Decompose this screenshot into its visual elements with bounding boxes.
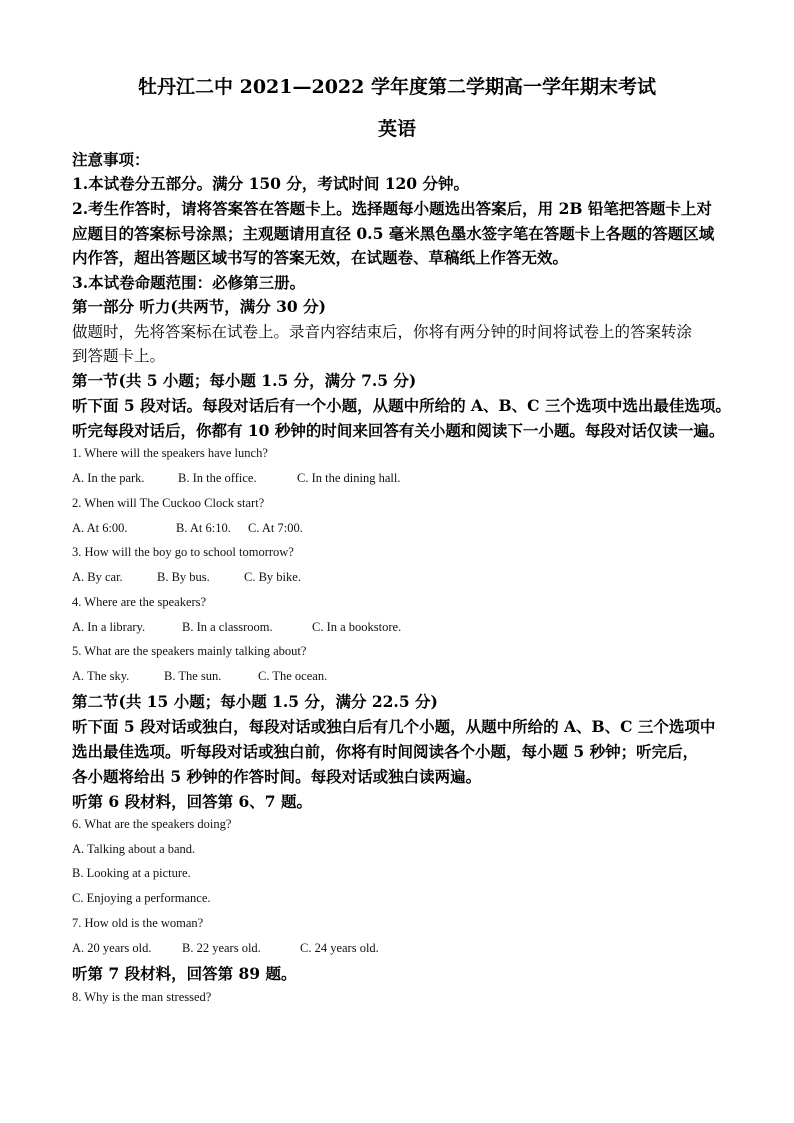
notes-heading: 注意事项： bbox=[72, 150, 150, 169]
question-6-option-a: A. Talking about a band. bbox=[72, 842, 196, 856]
question-7-options bbox=[72, 941, 379, 956]
option-b: B. 22 years old. bbox=[182, 941, 261, 955]
question-1: 1. Where will the speakers have lunch? bbox=[72, 446, 268, 460]
question-5-options bbox=[72, 669, 327, 684]
note-item-1: 1.本试卷分五部分。满分 150 分，考试时间 120 分钟。 bbox=[72, 174, 469, 193]
question-4: 4. Where are the speakers? bbox=[72, 595, 207, 609]
section2-instruction-line-1: 听下面 5 段对话或独白，每段对话或独白后有几个小题，从题中所给的 A、B、C 三个选项中 bbox=[72, 717, 716, 736]
option-c: C. In a bookstore. bbox=[312, 620, 402, 634]
option-a: A. By car. bbox=[72, 570, 123, 584]
option-b: B. In the office. bbox=[178, 471, 257, 485]
part1-heading: 第一部分 听力(共两节，满分 30 分) bbox=[72, 297, 326, 316]
section1-heading: 第一节(共 5 小题；每小题 1.5 分，满分 7.5 分) bbox=[72, 371, 417, 390]
option-b: B. By bus. bbox=[157, 570, 210, 584]
option-a: A. At 6:00. bbox=[72, 521, 128, 535]
option-a: A. In a library. bbox=[72, 620, 146, 634]
option-c: C. In the dining hall. bbox=[297, 471, 401, 485]
option-b: B. The sun. bbox=[164, 669, 222, 683]
question-6-option-b: B. Looking at a picture. bbox=[72, 866, 191, 880]
option-a: A. In the park. bbox=[72, 471, 145, 485]
section1-instruction-line-1: 听下面 5 段对话。每段对话后有一个小题，从题中所给的 A、B、C 三个选项中选出最佳选项。 bbox=[72, 396, 731, 415]
question-6-option-c: C. Enjoying a performance. bbox=[72, 891, 211, 905]
note-item-2-line-3: 内作答，超出答题区域书写的答案无效，在试题卷、草稿纸上作答无效。 bbox=[72, 248, 569, 267]
option-c: C. At 7:00. bbox=[248, 521, 303, 535]
option-c: C. By bike. bbox=[244, 570, 301, 584]
option-a: A. The sky. bbox=[72, 669, 130, 683]
section1-instruction-line-2: 听完每段对话后，你都有 10 秒钟的时间来回答有关小题和阅读下一小题。每段对话仅读一遍。 bbox=[72, 421, 725, 440]
material-7-heading: 听第 7 段材料，回答第 89 题。 bbox=[72, 964, 297, 983]
question-3-options bbox=[72, 570, 301, 585]
question-2: 2. When will The Cuckoo Clock start? bbox=[72, 496, 265, 510]
section2-instruction-line-2: 选出最佳选项。听每段对话或独白前，你将有时间阅读各个小题，每小题 5 秒钟；听完后， bbox=[72, 742, 699, 761]
question-6: 6. What are the speakers doing? bbox=[72, 817, 232, 831]
question-7: 7. How old is the woman? bbox=[72, 916, 204, 930]
question-1-options bbox=[72, 471, 400, 486]
section2-heading: 第二节(共 15 小题；每小题 1.5 分，满分 22.5 分) bbox=[72, 692, 438, 711]
option-b: B. At 6:10. bbox=[176, 521, 231, 535]
question-5: 5. What are the speakers mainly talking about? bbox=[72, 644, 307, 658]
option-a: A. 20 years old. bbox=[72, 941, 152, 955]
part1-intro-line-1: 做题时，先将答案标在试卷上。录音内容结束后，你将有两分钟的时间将试卷上的答案转涂 bbox=[72, 323, 693, 341]
exam-title: 牡丹江二中 2021—2022 学年度第二学期高一学年期末考试 bbox=[138, 76, 656, 98]
question-2-options bbox=[72, 521, 303, 536]
note-item-2-line-1: 2.考生作答时，请将答案答在答题卡上。选择题每小题选出答案后，用 2B 铅笔把答题卡上对 bbox=[72, 199, 712, 218]
option-b: B. In a classroom. bbox=[182, 620, 273, 634]
note-item-2-line-2: 应题目的答案标号涂黑；主观题请用直径 0.5 毫米黑色墨水签字笔在答题卡上各题的答题区域 bbox=[72, 224, 715, 243]
material-6-heading: 听第 6 段材料，回答第 6、7 题。 bbox=[72, 792, 312, 811]
part1-intro-line-2: 到答题卡上。 bbox=[72, 347, 166, 365]
note-item-3: 3.本试卷命题范围：必修第三册。 bbox=[72, 273, 306, 292]
question-3: 3. How will the boy go to school tomorrow? bbox=[72, 545, 294, 559]
option-c: C. The ocean. bbox=[258, 669, 328, 683]
question-8: 8. Why is the man stressed? bbox=[72, 990, 212, 1004]
option-c: C. 24 years old. bbox=[300, 941, 379, 955]
section2-instruction-line-3: 各小题将给出 5 秒钟的作答时间。每段对话或独白读两遍。 bbox=[72, 767, 482, 786]
question-4-options bbox=[72, 620, 401, 635]
subject-title: 英语 bbox=[377, 118, 416, 140]
